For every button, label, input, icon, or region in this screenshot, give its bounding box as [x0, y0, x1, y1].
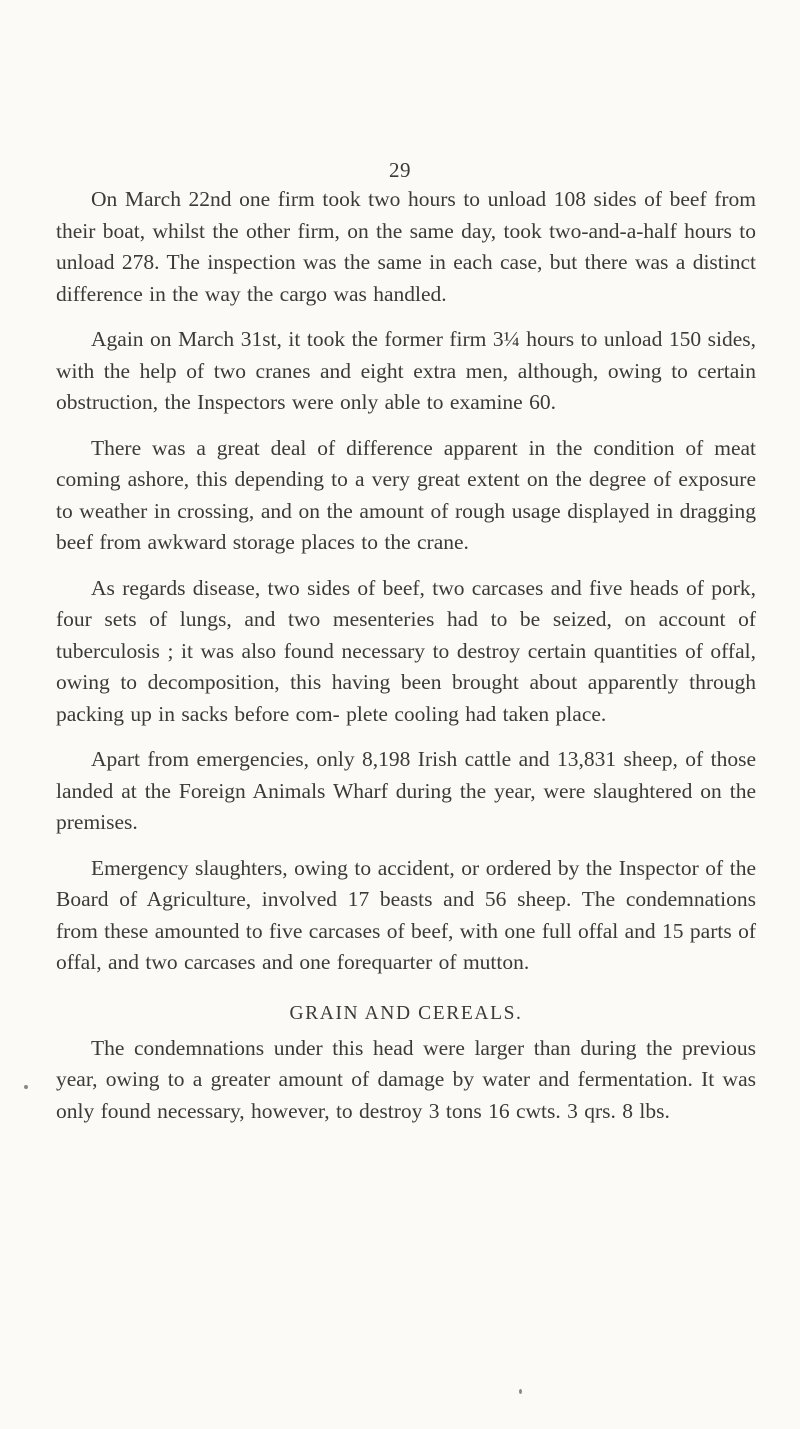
scan-speck	[24, 1085, 28, 1089]
body-text	[56, 184, 756, 1141]
section-heading: GRAIN AND CEREALS.	[289, 1002, 523, 1024]
page-number: 29	[389, 158, 411, 182]
paragraph-emergency-slaughters: Emergency slaughters, owing to accident, or ordered by the Inspector of the Board of Agriculture, involved 17 beasts and 56 sheep. The condemnations from these amounted to five carcases of beef, with one full offal and 15 parts of offal, and two carcases and one forequarter of mutton.	[56, 855, 756, 974]
paragraph-meat-condition: There was a great deal of difference apparent in the condition of meat coming ashore, this depending to a very great extent on the degree of exposure to weather in crossing, and on the amount of rough usage displayed in dragging beef from awkward storage places to the crane.	[56, 435, 756, 554]
scan-speck	[519, 1389, 522, 1394]
paragraph-grain-condemnations: The condemnations under this head were larger than during the previous year, owing to a greater amount of damage by water and fermentation. It was only found necessary, however, to destroy 3 tons 16 cwts. 3 qrs. 8 lbs.	[56, 1035, 756, 1123]
paragraph-slaughter-numbers: Apart from emergencies, only 8,198 Irish cattle and 13,831 sheep, of those landed at the Foreign Animals Wharf during the year, were slaughtered on the premises.	[56, 747, 756, 834]
paragraph-disease: As regards disease, two sides of beef, two carcases and five heads of pork, four sets of lungs, and two mesenteries had to be seized, on account of tuberculosis ; it was also found necessary to destroy certain quantities of offal, owing to decomposition, this having been brought about apparently through packing up in sacks before com- plete cooling had taken place.	[56, 575, 756, 726]
paragraph-march-31st: Again on March 31st, it took the former firm 3¼ hours to unload 150 sides, with the help of two cranes and eight extra men, although, owing to certain obstruction, the Inspectors were only able to examine 60.	[56, 327, 756, 414]
paragraph-unloading-times: On March 22nd one firm took two hours to unload 108 sides of beef from their boat, whilst the other firm, on the same day, took two-and-a-half hours to unload 278. The inspection was the same in each case, but there was a distinct difference in the way the cargo was handled.	[56, 187, 756, 306]
